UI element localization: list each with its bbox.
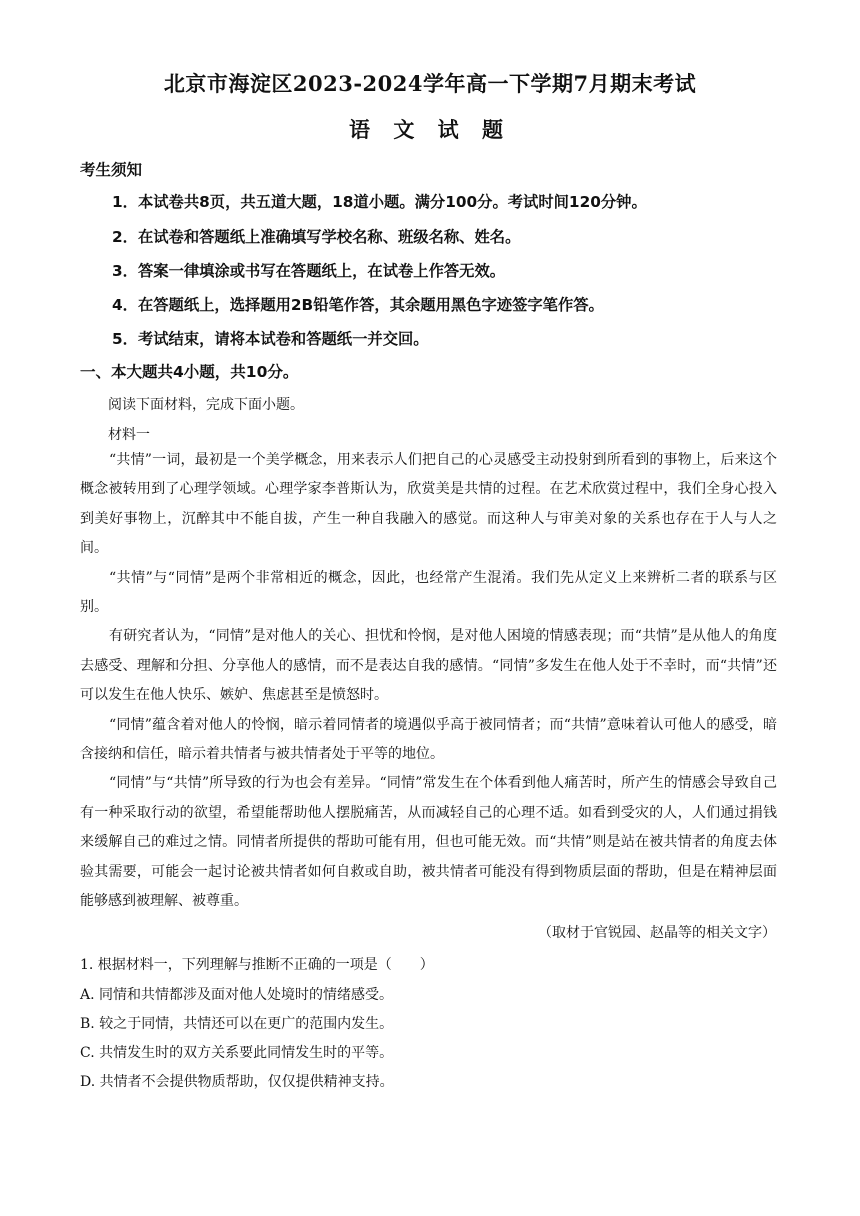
exam-title: 北京市海淀区2023-2024学年高一下学期7月期末考试 bbox=[163, 71, 697, 96]
material-paragraph: “共情”一词，最初是一个美学概念，用来表示人们把自己的心灵感受主动投射到所看到的事物上，后来这个概念被转用到了心理学领域。心理学家李普斯认为，欣赏美是共情的过程。在艺术欣赏过程中，我们全身心投入到美好事物上，沉醉其中不能自拔，产生一种自我融入的感觉。而这种人与审美对象的关系也存在于人与人之间。 bbox=[80, 452, 777, 557]
exam-subtitle: 语 文 试 题 bbox=[349, 117, 511, 142]
question-option-d: D. 共情者不会提供物质帮助，仅仅提供精神支持。 bbox=[80, 1074, 394, 1090]
notice-item: 3．答案一律填涂或书写在答题纸上，在试卷上作答无效。 bbox=[112, 262, 506, 280]
material-body bbox=[80, 446, 777, 917]
notice-item: 1．本试卷共8页，共五道大题，18道小题。满分100分。考试时间120分钟。 bbox=[112, 193, 647, 211]
question-option-a: A. 同情和共情都涉及面对他人处境时的情绪感受。 bbox=[80, 987, 394, 1003]
material-paragraph: “共情”与“同情”是两个非常相近的概念，因此，也经常产生混淆。我们先从定义上来辨析二者的联系与区别。 bbox=[80, 569, 777, 616]
notice-item: 2．在试卷和答题纸上准确填写学校名称、班级名称、姓名。 bbox=[112, 228, 521, 246]
notice-item: 4．在答题纸上，选择题用2B铅笔作答，其余题用黑色字迹签字笔作答。 bbox=[112, 296, 604, 314]
material-paragraph: 有研究者认为，“同情”是对他人的关心、担忧和怜悯，是对他人困境的情感表现；而“共情”是从他人的角度去感受、理解和分担、分享他人的感情，而不是表达自我的感情。“同情”多发生在他人处于不幸时，而“共情”还可以发生在他人快乐、嫉妒、焦虑甚至是愤怒时。 bbox=[80, 628, 777, 704]
material-source: （取材于官锐园、赵晶等的相关文字） bbox=[538, 925, 776, 941]
notice-item: 5．考试结束，请将本试卷和答题纸一并交回。 bbox=[112, 330, 429, 348]
notice-heading: 考生须知 bbox=[80, 161, 143, 179]
section-heading: 一、本大题共4小题，共10分。 bbox=[80, 363, 299, 381]
material-paragraph: “同情”蕴含着对他人的怜悯，暗示着同情者的境遇似乎高于被同情者；而“共情”意味着认可他人的感受，暗含接纳和信任，暗示着共情者与被共情者处于平等的地位。 bbox=[80, 716, 777, 763]
question-option-b: B. 较之于同情，共情还可以在更广的范围内发生。 bbox=[80, 1016, 394, 1032]
reading-instruction: 阅读下面材料，完成下面小题。 bbox=[108, 397, 304, 413]
material-label: 材料一 bbox=[108, 427, 150, 443]
question-option-c: C. 共情发生时的双方关系要此同情发生时的平等。 bbox=[80, 1045, 394, 1061]
material-paragraph: “同情”与“共情”所导致的行为也会有差异。“同情”常发生在个体看到他人痛苦时，所产生的情感会导致自己有一种采取行动的欲望，希望能帮助他人摆脱痛苦，从而减轻自己的心理不适。如看到受灾的人，人们通过捐钱来缓解自己的难过之情。同情者所提供的帮助可能有用，但也可能无效。而“共情”则是站在被共情者的角度去体验其需要，可能会一起讨论被共情者如何自救或自助，被共情者可能没有得到物质层面的帮助，但是在精神层面能够感到被理解、被尊重。 bbox=[80, 775, 777, 910]
question-stem: 1. 根据材料一，下列理解与推断不正确的一项是（ ） bbox=[80, 957, 434, 973]
